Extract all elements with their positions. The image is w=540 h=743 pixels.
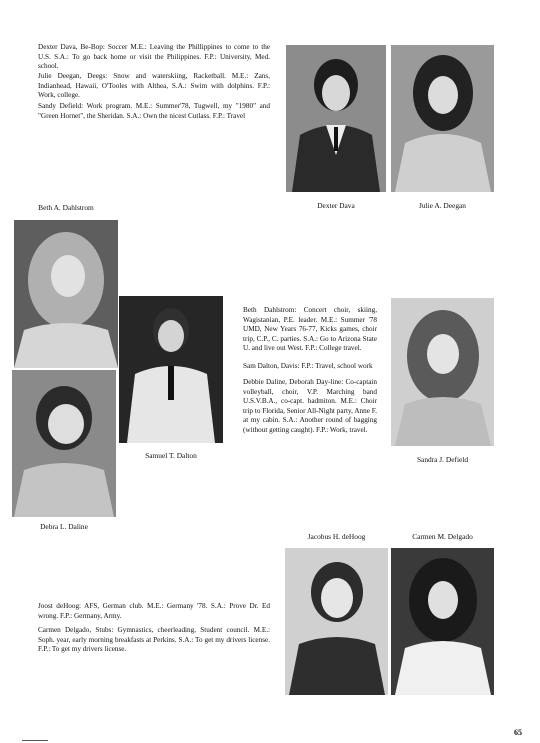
portrait-dexter-dava: [286, 45, 386, 192]
portrait-beth-dahlstrom: [14, 220, 118, 368]
caption-beth-dahlstrom: Beth A. Dahlstrom: [38, 203, 94, 212]
caption-julie-deegan: Julie A. Deegan: [419, 201, 466, 210]
portrait-jacobus-dehoog: [285, 548, 388, 695]
portrait-carmen-delgado: [391, 548, 494, 695]
portrait-sandra-defield: [391, 298, 494, 446]
caption-dexter-dava: Dexter Dava: [317, 201, 355, 210]
bio-beth-dahlstrom: Beth Dahlstrom: Concert choir, skiing, Wagistanian, P.E. leader. M.E.: Summer '78 UMD, New Years 76-77, Kicks games, choir trip, C.P., C. parties. S.A.: Go to Arizona State U. and live out West. F.P.: College travel.: [243, 306, 377, 353]
portrait-julie-deegan: [391, 45, 494, 192]
portrait-debra-daline: [12, 370, 116, 517]
caption-sandra-defield: Sandra J. Defield: [416, 455, 469, 464]
bio-debbie-daline: Debbie Daline, Deborah Day-line: Co-captain volleyball, choir, V.P. Marching band U.S.V.B.A., co-capt. badmiton. M.E.: Choir trip to Florida, Senior All-Night party, Anne F. at my cabin. S.A.: Another round of bagging (without getting caught). F.P.: Work, travel.: [243, 378, 377, 434]
caption-debra-daline: Debra L. Daline: [40, 522, 88, 531]
bio-carmen-delgado: Carmen Delgado, Stubs: Gymnastics, cheerleading, Student council. M.E.: Soph. year, early morning breakfasts at Perkins. S.A.: To get my drivers license. F.P.: To get my drivers license.: [38, 626, 270, 654]
bio-sandy-defield: Sandy Defield: Work program. M.E.: Summer'78, Tugwell, my "1980" and "Green Hornet", the Sheridan. S.A.: Own the nicest Cutlass. F.P.: Travel: [38, 102, 270, 120]
portrait-samuel-dalton: [119, 296, 223, 443]
bio-julie-deegan: Julie Deegan, Deegs: Snow and waterskiing, Racketball. M.E.: Zans, Indianhead, Hawaii, O'Tooles with Althea, S.A.: Swim with dolphins. F.P.: Work, college.: [38, 72, 270, 100]
footer-rule: [22, 740, 48, 741]
caption-carmen-delgado: Carmen M. Delgado: [412, 532, 473, 541]
caption-samuel-dalton: Samuel T. Dalton: [145, 451, 197, 460]
page-number: 65: [514, 728, 522, 737]
bio-joost-dehoog: Joost deHoog: AFS, German club. M.E.: Germany '78. S.A.: Prove Dr. Ed wrong. F.P.: Germany, Army.: [38, 602, 270, 620]
caption-jacobus-dehoog: Jacobus H. deHoog: [307, 532, 366, 541]
bio-dexter-dava: Dexter Dava, Be-Bop: Soccer M.E.: Leaving the Phillippines to come to the U.S. S.A.: To go back home or visit the Philippines. F.P.: University, Med. school.: [38, 43, 270, 71]
bio-sam-dalton: Sam Dalton, Davis: F.P.: Travel, school work: [243, 362, 373, 370]
